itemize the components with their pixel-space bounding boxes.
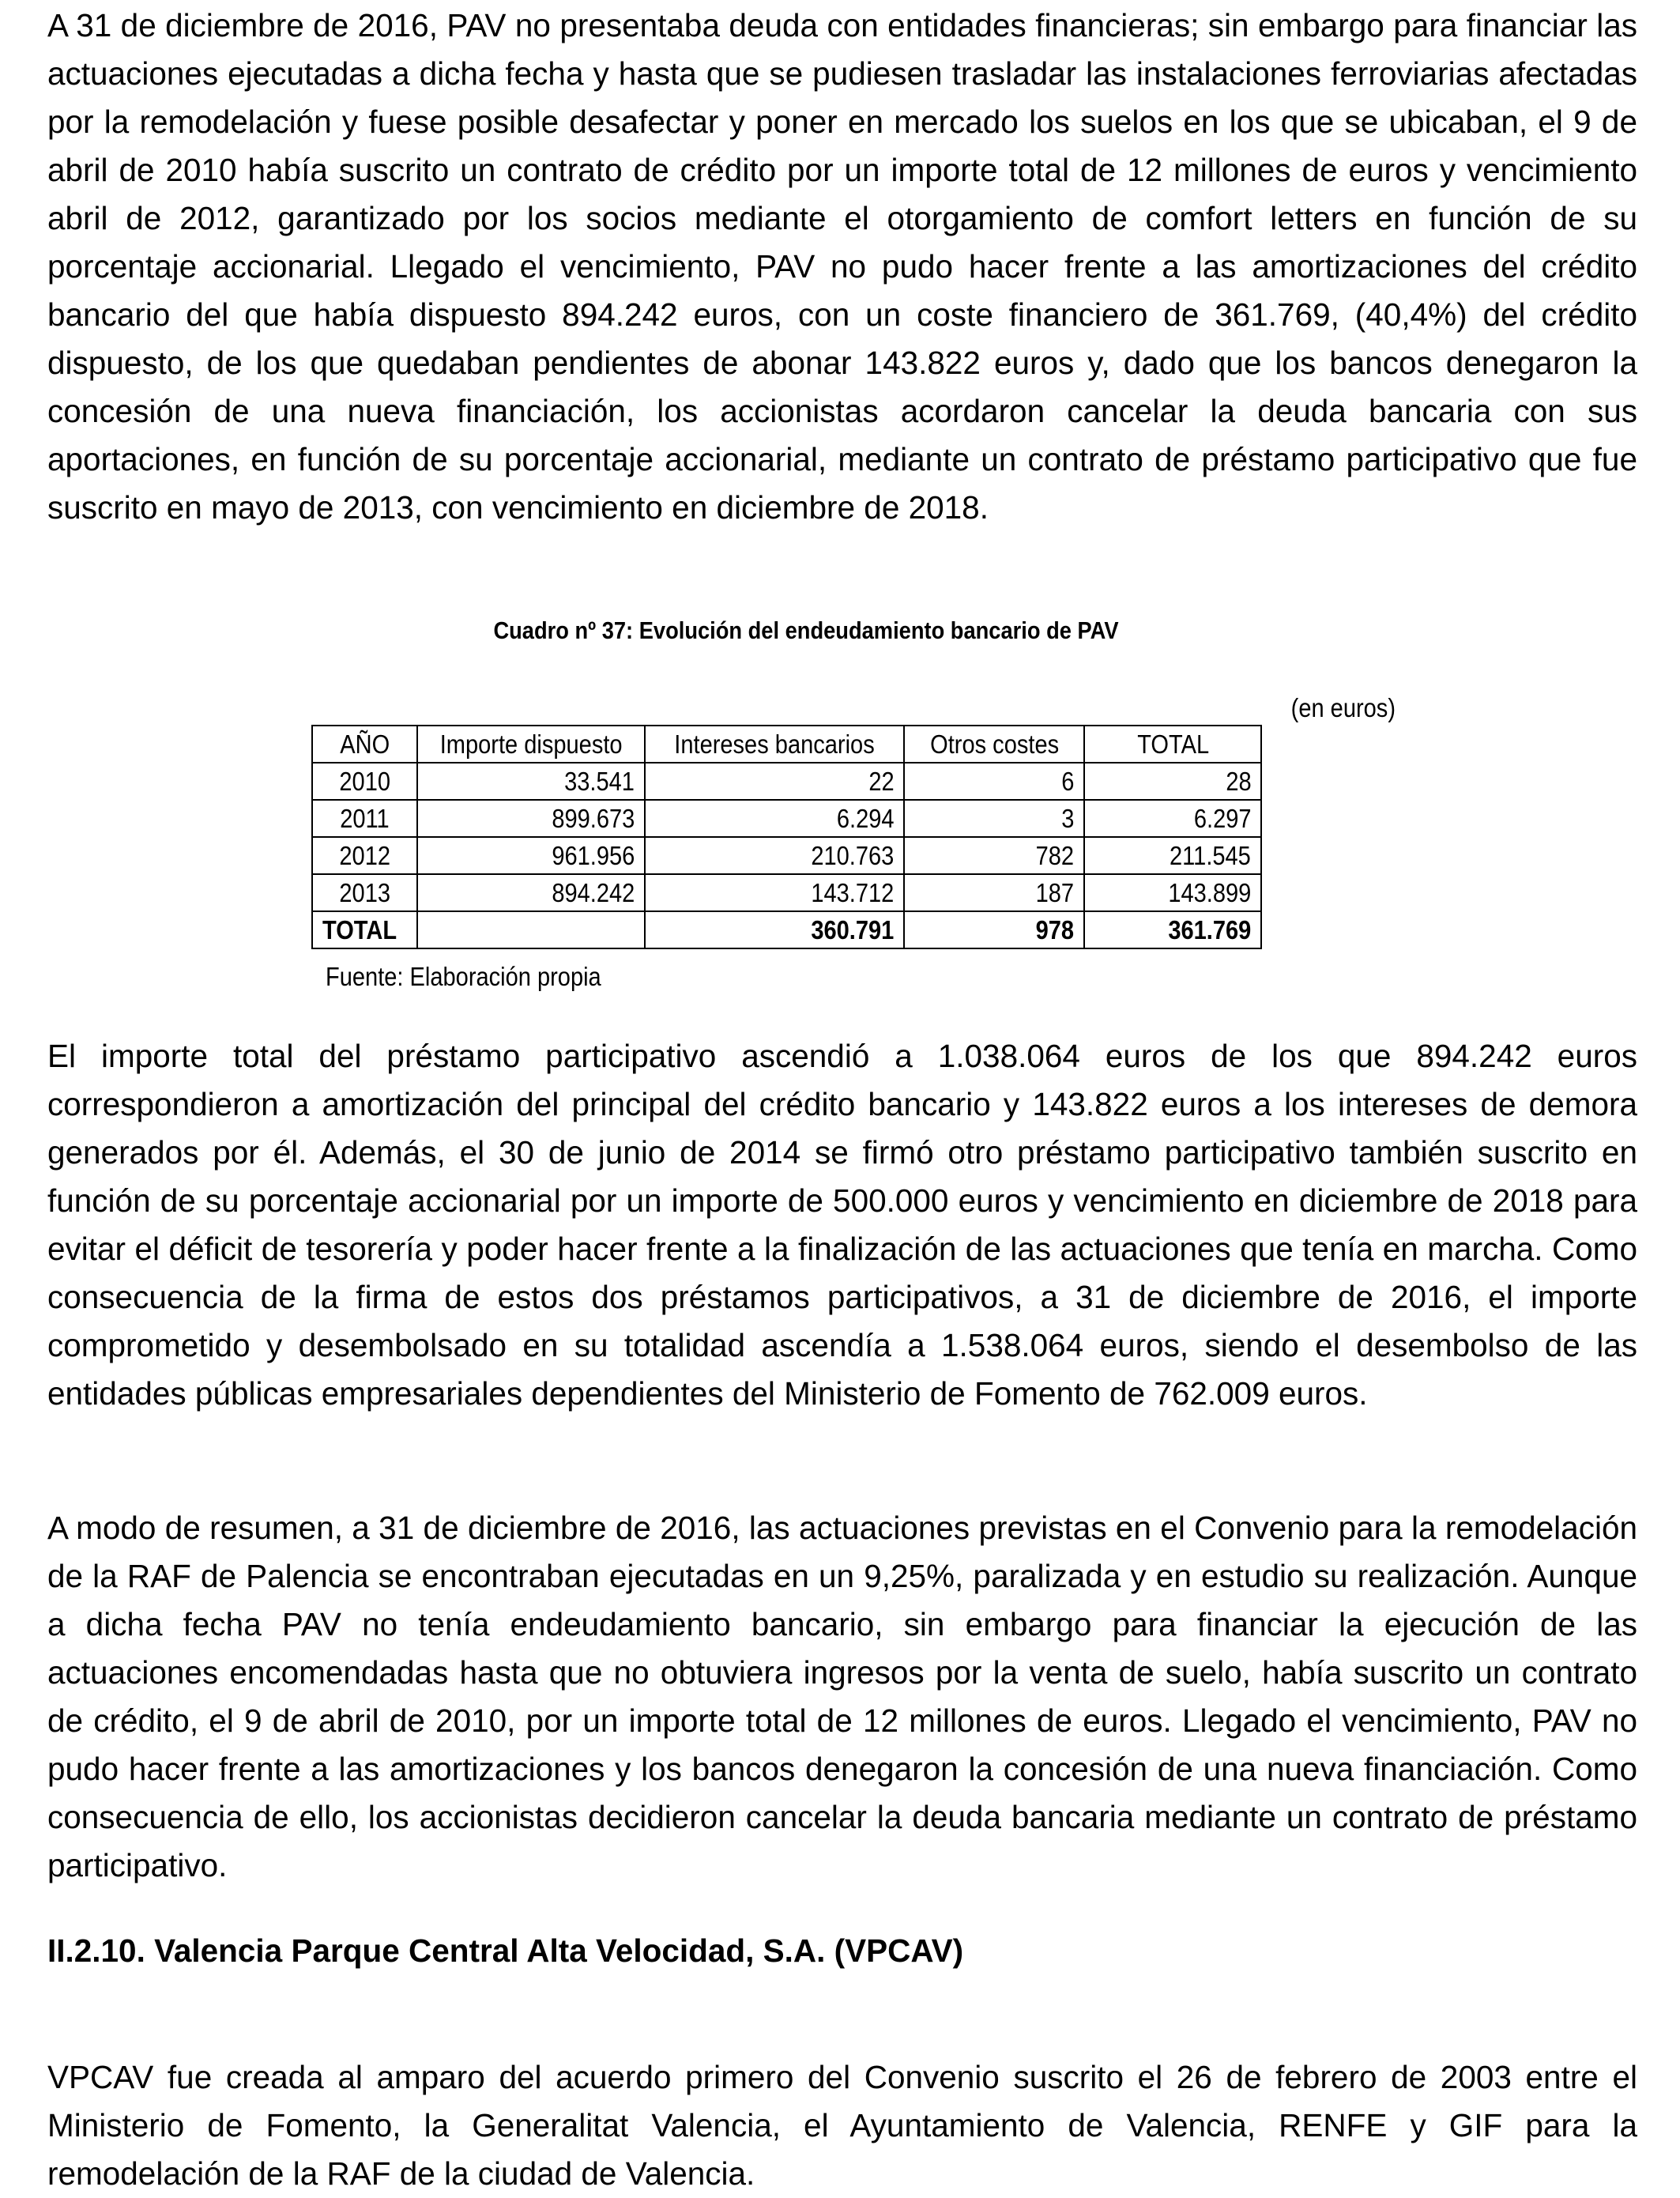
header-total: TOTAL xyxy=(1084,726,1261,763)
paragraph-4: VPCAV fue creada al amparo del acuerdo primero del Convenio suscrito el 26 de febrero de 2003 entre el Ministerio de Fomento, la Generalitat Valencia, el Ayuntamiento de Valencia, RENFE y GIF para la remodelación de la RAF de la ciudad de Valencia. xyxy=(47,2059,1637,2192)
table-row xyxy=(312,874,1261,911)
cell-bank-interest: 143.712 xyxy=(645,874,904,911)
cell-total: 6.297 xyxy=(1084,800,1261,837)
table-row xyxy=(312,837,1261,874)
table-source: Fuente: Elaboración propia xyxy=(326,962,601,991)
cell-year: 2012 xyxy=(312,837,417,874)
section-heading: II.2.10. Valencia Parque Central Alta Velocidad, S.A. (VPCAV) xyxy=(47,1932,964,1969)
cell-bank-interest: 22 xyxy=(645,763,904,800)
header-other-costs: Otros costes xyxy=(904,726,1084,763)
cell-total: 211.545 xyxy=(1084,837,1261,874)
cell-total: 28 xyxy=(1084,763,1261,800)
header-year: AÑO xyxy=(312,726,417,763)
paragraph-3: A modo de resumen, a 31 de diciembre de 2016, las actuaciones previstas en el Convenio para la remodelación de la RAF de Palencia se encontraban ejecutadas en un 9,25%, paralizada y en estudio su realización. Aunque a dicha fecha PAV no tenía endeudamiento bancario, sin embargo para financiar la ejecución de las actuaciones encomendadas hasta que no obtuviera ingresos por la venta de suelo, había suscrito un contrato de crédito, el 9 de abril de 2010, por un importe total de 12 millones de euros. Llegado el vencimiento, PAV no pudo hacer frente a las amortizaciones y los bancos denegaron la concesión de una nueva financiación. Como consecuencia de ello, los accionistas decidieron cancelar la deuda bancaria mediante un contrato de préstamo participativo. xyxy=(47,1510,1637,1883)
cell-amount-drawn: 961.956 xyxy=(417,837,645,874)
cell-grand-total: 361.769 xyxy=(1084,911,1261,948)
table-header-row xyxy=(312,726,1261,763)
table-row xyxy=(312,800,1261,837)
cell-total-bank-interest: 360.791 xyxy=(645,911,904,948)
debt-table-container xyxy=(311,725,1262,949)
paragraph-2: El importe total del préstamo participativo ascendió a 1.038.064 euros de los que 894.242 euros correspondieron a amortización del principal del crédito bancario y 143.822 euros a los intereses de demora generados por él. Además, el 30 de junio de 2014 se firmó otro préstamo participativo también suscrito en función de su porcentaje accionarial por un importe de 500.000 euros y vencimiento en diciembre de 2018 para evitar el déficit de tesorería y poder hacer frente a la finalización de las actuaciones que tenía en marcha. Como consecuencia de la firma de estos dos préstamos participativos, a 31 de diciembre de 2016, el importe comprometido y desembolsado en su totalidad ascendía a 1.538.064 euros, siendo el desembolso de las entidades públicas empresariales dependientes del Ministerio de Fomento de 762.009 euros. xyxy=(47,1038,1637,1412)
cell-other-costs: 3 xyxy=(904,800,1084,837)
cell-year: 2013 xyxy=(312,874,417,911)
cell-other-costs: 6 xyxy=(904,763,1084,800)
cell-amount-drawn: 894.242 xyxy=(417,874,645,911)
table-caption: Cuadro nº 37: Evolución del endeudamiento bancario de PAV xyxy=(493,616,1119,644)
cell-amount-drawn: 899.673 xyxy=(417,800,645,837)
table-total-row xyxy=(312,911,1261,948)
table-units: (en euros) xyxy=(1290,693,1396,722)
cell-bank-interest: 210.763 xyxy=(645,837,904,874)
cell-total-amount-drawn xyxy=(417,911,645,948)
cell-bank-interest: 6.294 xyxy=(645,800,904,837)
paragraph-1: A 31 de diciembre de 2016, PAV no presentaba deuda con entidades financieras; sin embargo para financiar las actuaciones ejecutadas a dicha fecha y hasta que se pudiesen trasladar las instalaciones ferroviarias afectadas por la remodelación y fuese posible desafectar y poner en mercado los suelos en los que se ubicaban, el 9 de abril de 2010 había suscrito un contrato de crédito por un importe total de 12 millones de euros y vencimiento abril de 2012, garantizado por los socios mediante el otorgamiento de comfort letters en función de su porcentaje accionarial. Llegado el vencimiento, PAV no pudo hacer frente a las amortizaciones del crédito bancario del que había dispuesto 894.242 euros, con un coste financiero de 361.769, (40,4%) del crédito dispuesto, de los que quedaban pendientes de abonar 143.822 euros y, dado que los bancos denegaron la concesión de una nueva financiación, los accionistas acordaron cancelar la deuda bancaria con sus aportaciones, en función de su porcentaje accionarial, mediante un contrato de préstamo participativo que fue suscrito en mayo de 2013, con vencimiento en diciembre de 2018. xyxy=(47,7,1637,526)
cell-total-other-costs: 978 xyxy=(904,911,1084,948)
cell-other-costs: 782 xyxy=(904,837,1084,874)
cell-total: 143.899 xyxy=(1084,874,1261,911)
cell-total-label: TOTAL xyxy=(312,911,417,948)
header-amount-drawn: Importe dispuesto xyxy=(417,726,645,763)
cell-year: 2010 xyxy=(312,763,417,800)
cell-other-costs: 187 xyxy=(904,874,1084,911)
header-bank-interest: Intereses bancarios xyxy=(645,726,904,763)
cell-amount-drawn: 33.541 xyxy=(417,763,645,800)
table-row xyxy=(312,763,1261,800)
cell-year: 2011 xyxy=(312,800,417,837)
debt-table xyxy=(311,725,1262,949)
